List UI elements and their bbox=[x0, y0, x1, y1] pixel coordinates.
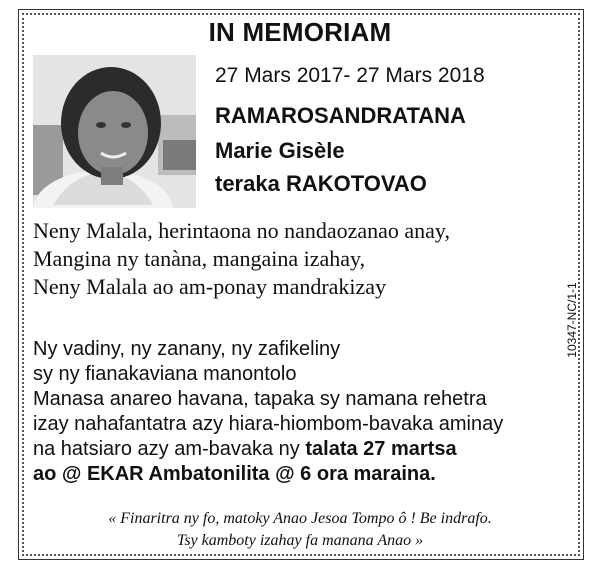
memorial-poem bbox=[33, 217, 450, 301]
message-line: Manasa anareo havana, tapaka sy namana rehetra bbox=[33, 388, 487, 410]
portrait-icon bbox=[33, 55, 196, 208]
deceased-surname: RAMAROSANDRATANA bbox=[215, 103, 466, 128]
message-line: izay nahafantatra azy hiara-hiombom-bavaka aminay bbox=[33, 413, 504, 435]
poem-line: Neny Malala ao am-ponay mandrakizay bbox=[33, 274, 387, 299]
invitation-message bbox=[33, 337, 503, 487]
message-line: Ny vadiny, ny zanany, ny zafikeliny bbox=[33, 338, 341, 360]
quote-line: Tsy kamboty izahay fa manana Anao » bbox=[176, 532, 424, 549]
memorial-dates: 27 Mars 2017- 27 Mars 2018 bbox=[215, 64, 485, 87]
quote-line: « Finaritra ny fo, matoky Anao Jesoa Tompo ô ! Be indrafo. bbox=[108, 510, 492, 527]
poem-line: Neny Malala, herintaona no nandaozanao anay, bbox=[33, 218, 451, 243]
reference-code: 10347-NC/1-1 bbox=[565, 282, 579, 358]
deceased-birth-name: teraka RAKOTOVAO bbox=[215, 171, 427, 196]
deceased-given-name: Marie Gisèle bbox=[215, 138, 345, 163]
message-line bbox=[33, 462, 503, 487]
service-date: talata 27 martsa bbox=[305, 438, 457, 460]
closing-quote bbox=[0, 508, 600, 552]
portrait-photo bbox=[33, 55, 196, 208]
message-line: sy ny fianakaviana manontolo bbox=[33, 363, 297, 385]
message-text: na hatsiaro azy am-bavaka ny bbox=[33, 438, 306, 460]
service-location-time: ao @ EKAR Ambatonilita @ 6 ora maraina. bbox=[33, 463, 436, 485]
poem-line: Mangina ny tanàna, mangaina izahay, bbox=[33, 246, 366, 271]
announcement-title: IN MEMORIAM bbox=[208, 17, 392, 47]
message-line bbox=[33, 437, 503, 462]
